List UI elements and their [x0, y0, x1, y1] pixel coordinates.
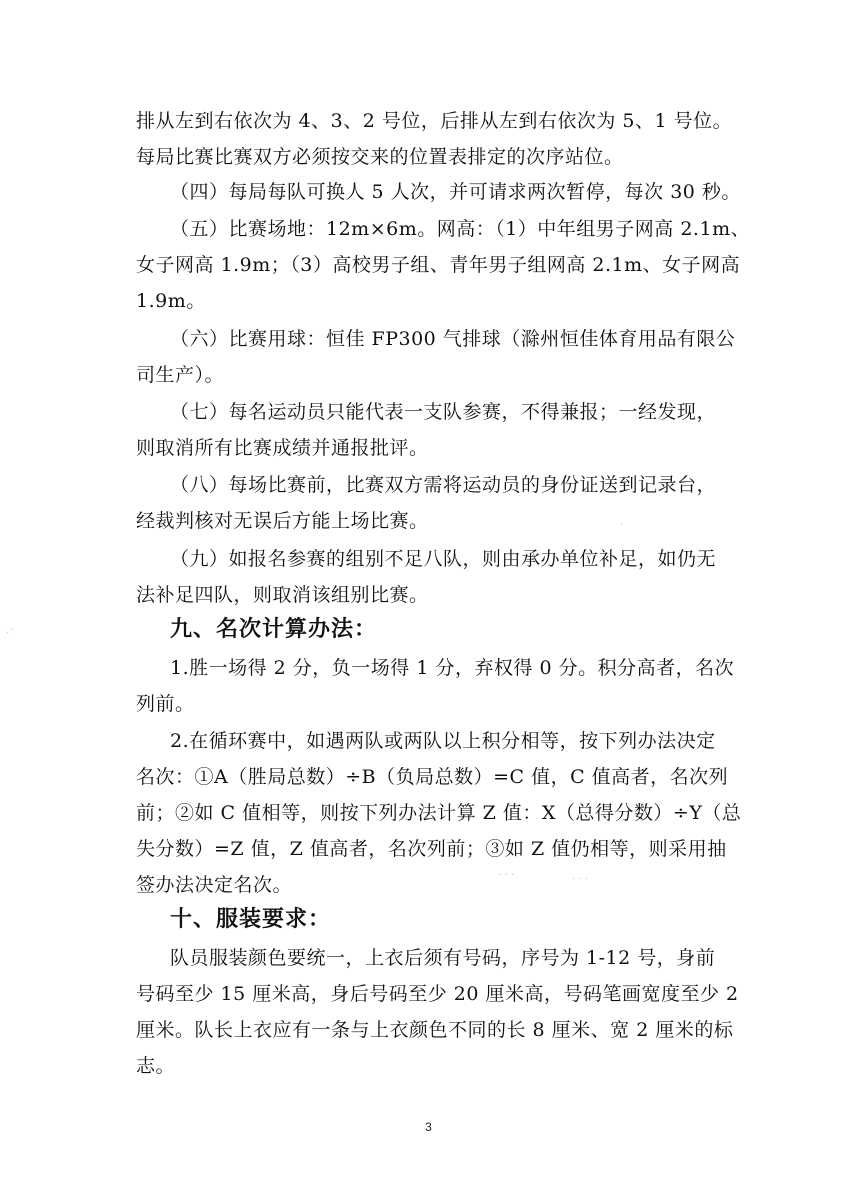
text-line: 排从左到右依次为 4、3、2 号位，后排从左到右依次为 5、1 号位。: [136, 110, 733, 132]
scan-speck: ·´: [6, 628, 15, 639]
text-line: 厘米。队长上衣应有一条与上衣颜色不同的长 8 厘米、宽 2 厘米的标: [136, 1019, 734, 1041]
clause-four: （四）每局每队可换人 5 人次，并可请求两次暂停，每次 30 秒。: [170, 181, 741, 203]
text-line: 列前。: [136, 693, 195, 715]
section-heading-ranking: 九、名次计算办法：: [170, 616, 378, 642]
clause-five: （五）比赛场地：12m×6m。网高：（1）中年组男子网高 2.1m、: [170, 218, 751, 240]
text-line: 经裁判核对无误后方能上场比赛。: [136, 510, 429, 532]
text-line: 号码至少 15 厘米高，身后号码至少 20 厘米高，号码笔画宽度至少 2: [136, 983, 739, 1005]
text-line: 女子网高 1.9m；（3）高校男子组、青年男子组网高 2.1m、女子网高: [136, 254, 741, 276]
text-line: 1.9m。: [136, 290, 206, 312]
text-line: 失分数）=Z 值，Z 值高者，名次列前；③如 Z 值仍相等，则采用抽: [136, 838, 727, 860]
scan-speck: · · ·: [498, 870, 514, 881]
clause-six: （六）比赛用球：恒佳 FP300 气排球（滁州恒佳体育用品有限公: [170, 328, 736, 350]
text-line: 签办法决定名次。: [136, 874, 293, 896]
text-line: 每局比赛比赛双方必须按交来的位置表排定的次序站位。: [136, 146, 624, 168]
page-number: 3: [425, 1120, 432, 1134]
text-line: 法补足四队，则取消该组别比赛。: [136, 584, 429, 606]
text-line: 则取消所有比赛成绩并通报批评。: [136, 437, 429, 459]
clause-eight: （八）每场比赛前，比赛双方需将运动员的身份证送到记录台，: [170, 474, 717, 496]
section-heading-uniform: 十、服装要求：: [170, 906, 332, 932]
ranking-rule-1: 1.胜一场得 2 分，负一场得 1 分，弃权得 0 分。积分高者，名次: [170, 657, 735, 679]
clause-nine: （九）如报名参赛的组别不足八队，则由承办单位补足，如仍无: [170, 548, 717, 570]
scan-speck: · · ·: [572, 874, 588, 885]
ranking-rule-2: 2.在循环赛中，如遇两队或两队以上积分相等，按下列办法决定: [170, 730, 716, 752]
clause-seven: （七）每名运动员只能代表一支队参赛，不得兼报；一经发现，: [170, 401, 717, 423]
text-line: 名次：①A（胜局总数）÷B（负局总数）=C 值，C 值高者，名次列: [136, 766, 729, 788]
scan-speck: ·: [620, 520, 624, 531]
text-line: 前；②如 C 值相等，则按下列办法计算 Z 值：X（总得分数）÷Y（总: [136, 802, 742, 824]
uniform-paragraph: 队员服装颜色要统一，上衣后须有号码，序号为 1-12 号，身前: [170, 947, 716, 969]
text-line: 志。: [136, 1055, 176, 1077]
text-line: 司生产）。: [136, 364, 225, 386]
